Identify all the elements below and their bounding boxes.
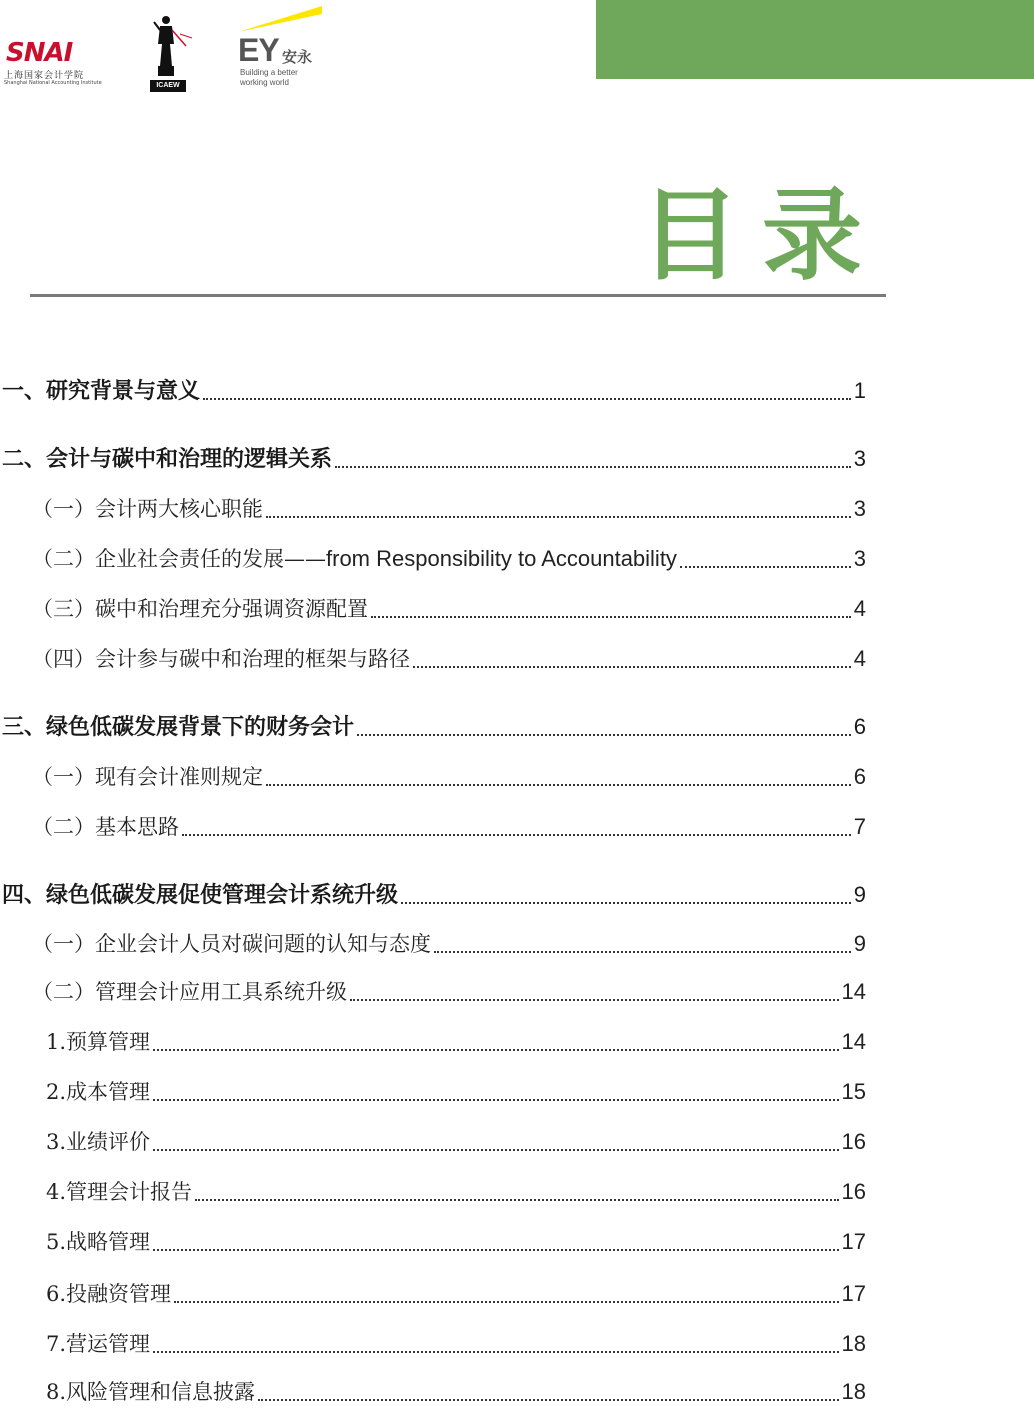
toc-leader <box>266 496 851 518</box>
toc-leader <box>153 1029 838 1051</box>
toc-leader <box>401 882 851 904</box>
toc-entry-page: 4 <box>853 646 866 671</box>
toc-entry[interactable] <box>46 1226 866 1260</box>
toc-leader <box>203 378 851 400</box>
toc-entry[interactable] <box>2 374 866 408</box>
toc-entry-page: 14 <box>841 1029 866 1054</box>
toc-entry-page: 4 <box>853 596 866 621</box>
toc-entry-page: 9 <box>853 882 866 907</box>
toc-entry-label: （一）企业会计人员对碳问题的认知与态度 <box>32 932 431 956</box>
toc-entry-label: 7.营运管理 <box>46 1332 151 1356</box>
toc-entry-label: （四）会计参与碳中和治理的框架与路径 <box>32 647 410 671</box>
toc-leader <box>174 1281 838 1303</box>
toc-leader <box>153 1129 838 1151</box>
toc-entry-page: 16 <box>841 1179 866 1204</box>
toc-leader <box>413 646 851 668</box>
toc-entry-label: 一、研究背景与意义 <box>2 379 201 404</box>
toc-entry[interactable] <box>46 1026 866 1060</box>
toc-entry-label: 2.成本管理 <box>46 1080 151 1104</box>
toc-entry[interactable] <box>32 976 866 1010</box>
toc-leader <box>680 546 851 568</box>
toc-leader <box>434 931 851 953</box>
toc-entry-page: 17 <box>841 1229 866 1254</box>
snai-logo-word: SNAI <box>6 38 73 68</box>
toc-entry-label-en: from Responsibility to Accountability <box>326 546 677 571</box>
toc-entry-page: 6 <box>853 714 866 739</box>
ey-logo-word: EY <box>238 32 279 68</box>
toc-leader <box>357 714 851 736</box>
toc-entry-page: 3 <box>853 546 866 571</box>
page-title: 目录 <box>640 177 884 294</box>
toc-leader <box>371 596 851 618</box>
toc-entry-page: 7 <box>853 814 866 839</box>
toc-entry[interactable] <box>2 878 866 912</box>
snai-logo-en: Shanghai National Accounting Institute <box>4 80 102 86</box>
toc-entry[interactable] <box>32 543 866 577</box>
toc-entry-page: 14 <box>841 979 866 1004</box>
toc-entry-label: 8.风险管理和信息披露 <box>46 1380 256 1404</box>
toc-entry-label: 三、绿色低碳发展背景下的财务会计 <box>2 715 355 740</box>
toc-entry-page: 3 <box>853 446 866 471</box>
toc-entry[interactable] <box>32 811 866 845</box>
toc-leader <box>182 814 851 836</box>
toc-entry-label: （二）管理会计应用工具系统升级 <box>32 980 347 1004</box>
snai-logo-cn: 上海国家会计学院 <box>4 71 85 81</box>
toc-entry-label: （二）基本思路 <box>32 815 179 839</box>
toc-entry[interactable] <box>32 593 866 627</box>
toc-entry[interactable] <box>46 1278 866 1312</box>
toc-entry[interactable] <box>46 1376 866 1410</box>
toc-entry-label: （一）会计两大核心职能 <box>32 497 263 521</box>
toc-entry[interactable] <box>32 761 866 795</box>
toc-entry-label: 四、绿色低碳发展促使管理会计系统升级 <box>2 883 399 908</box>
toc-entry-label: 4.管理会计报告 <box>46 1180 193 1204</box>
toc-entry-label: 二、会计与碳中和治理的逻辑关系 <box>2 447 333 472</box>
toc-entry[interactable] <box>32 493 866 527</box>
toc-leader <box>153 1079 838 1101</box>
toc-entry-label: 1.预算管理 <box>46 1030 151 1054</box>
toc-leader <box>335 446 851 468</box>
toc-entry-label: （一）现有会计准则规定 <box>32 765 263 789</box>
toc-entry-label <box>32 543 677 573</box>
toc-entry-page: 18 <box>841 1379 866 1404</box>
toc-leader <box>258 1379 838 1401</box>
toc-entry-label: 6.投融资管理 <box>46 1282 172 1306</box>
toc-entry-label: 3.业绩评价 <box>46 1130 151 1154</box>
toc-entry[interactable] <box>46 1076 866 1110</box>
toc-entry-page: 3 <box>853 496 866 521</box>
toc-entry-label-cn: （二）企业社会责任的发展—— <box>32 547 326 571</box>
toc-entry-page: 17 <box>841 1281 866 1306</box>
toc-entry-page: 16 <box>841 1129 866 1154</box>
toc-entry-label: （三）碳中和治理充分强调资源配置 <box>32 597 368 621</box>
toc-entry[interactable] <box>2 442 866 476</box>
toc-entry[interactable] <box>46 1176 866 1210</box>
toc-entry-page: 18 <box>841 1331 866 1356</box>
toc-entry-label: 5.战略管理 <box>46 1230 151 1254</box>
toc-entry-page: 6 <box>853 764 866 789</box>
toc-leader <box>153 1229 838 1251</box>
toc-entry-page: 9 <box>853 931 866 956</box>
ey-logo-cn: 安永 <box>282 48 313 66</box>
ey-logo-tagline: Building a better working world <box>240 68 298 87</box>
toc-entry[interactable] <box>2 710 866 744</box>
toc-entry[interactable] <box>46 1126 866 1160</box>
toc-leader <box>195 1179 838 1201</box>
toc-leader <box>350 979 839 1001</box>
toc-entry-page: 15 <box>841 1079 866 1104</box>
toc-entry[interactable] <box>46 1328 866 1362</box>
toc-leader <box>153 1331 838 1353</box>
toc-entry-page: 1 <box>853 378 866 403</box>
toc-entry[interactable] <box>32 928 866 962</box>
toc-leader <box>266 764 851 786</box>
icaew-logo-caption: ICAEW <box>150 80 186 92</box>
toc-entry[interactable] <box>32 643 866 677</box>
